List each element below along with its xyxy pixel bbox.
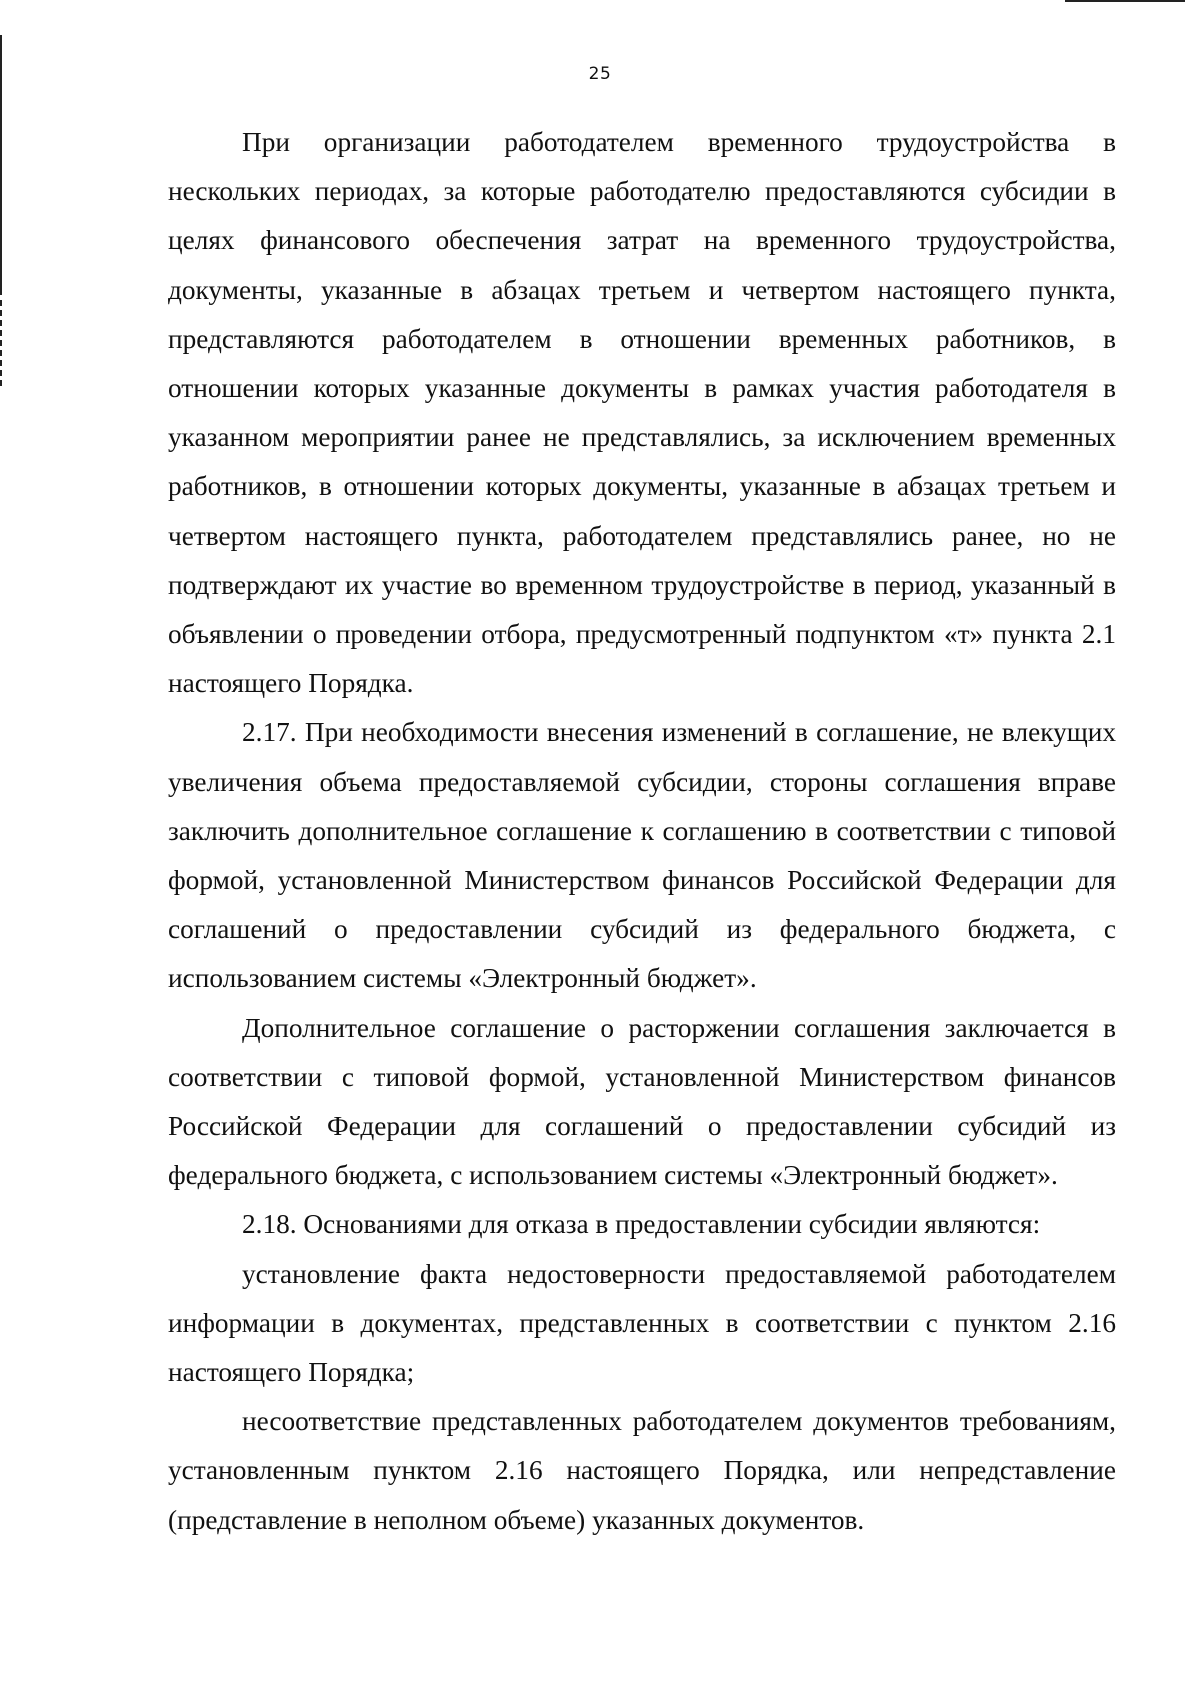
paragraph-employment-periods: При организации работодателем временного трудоустройства в нескольких периодах, за которые работодателю предоставляются субсидии в целях финансового обеспечения затрат на временного трудоустройства, документы, указанные в абзацах третьем и четвертом настоящего пункта, представляются работодателем в отношении временных работников, в отношении которых указанные документы в рамках участия работодателя в указанном мероприятии ранее не представлялись, за исключением временных работников, в отношении которых документы, указанные в абзацах третьем и четвертом настоящего пункта, работодателем представлялись ранее, но не подтверждают их участие во временном трудоустройстве в период, указанный в объявлении о проведении отбора, предусмотренный подпунктом «т» пункта 2.1 настоящего Порядка. bbox=[168, 127, 1116, 699]
paragraph-unreliable-information: установление факта недостоверности предоставляемой работодателем информации в документах, представленных в соответствии с пунктом 2.16 настоящего Порядка; bbox=[168, 1258, 1116, 1388]
paragraph-termination-agreement: Дополнительное соглашение о расторжении соглашения заключается в соответствии с типовой формой, установленной Министерством финансов Российской Федерации для соглашений о предоставлении субсидий из федерального бюджета, с использованием системы «Электронный бюджет». bbox=[168, 1012, 1116, 1191]
document-body bbox=[168, 118, 1116, 1545]
paragraph-noncompliant-documents: несоответствие представленных работодателем документов требованиям, установленным пунктом 2.16 настоящего Порядка, или непредставление (представление в неполном объеме) указанных документов. bbox=[168, 1406, 1116, 1535]
scan-edge-artifact bbox=[1065, 0, 1185, 2]
paragraph-2-17-amendments: 2.17. При необходимости внесения изменений в соглашение, не влекущих увеличения объема предоставляемой субсидии, стороны соглашения вправе заключить дополнительное соглашение к соглашению в соответствии с типовой формой, установленной Министерством финансов Российской Федерации для соглашений о предоставлении субсидий из федерального бюджета, с использованием системы «Электронный бюджет». bbox=[168, 717, 1116, 994]
scan-edge-artifact bbox=[0, 300, 2, 390]
paragraph-2-18-grounds-for-refusal: 2.18. Основаниями для отказа в предоставлении субсидии являются: bbox=[242, 1209, 1041, 1240]
page-number: 25 bbox=[588, 64, 612, 84]
